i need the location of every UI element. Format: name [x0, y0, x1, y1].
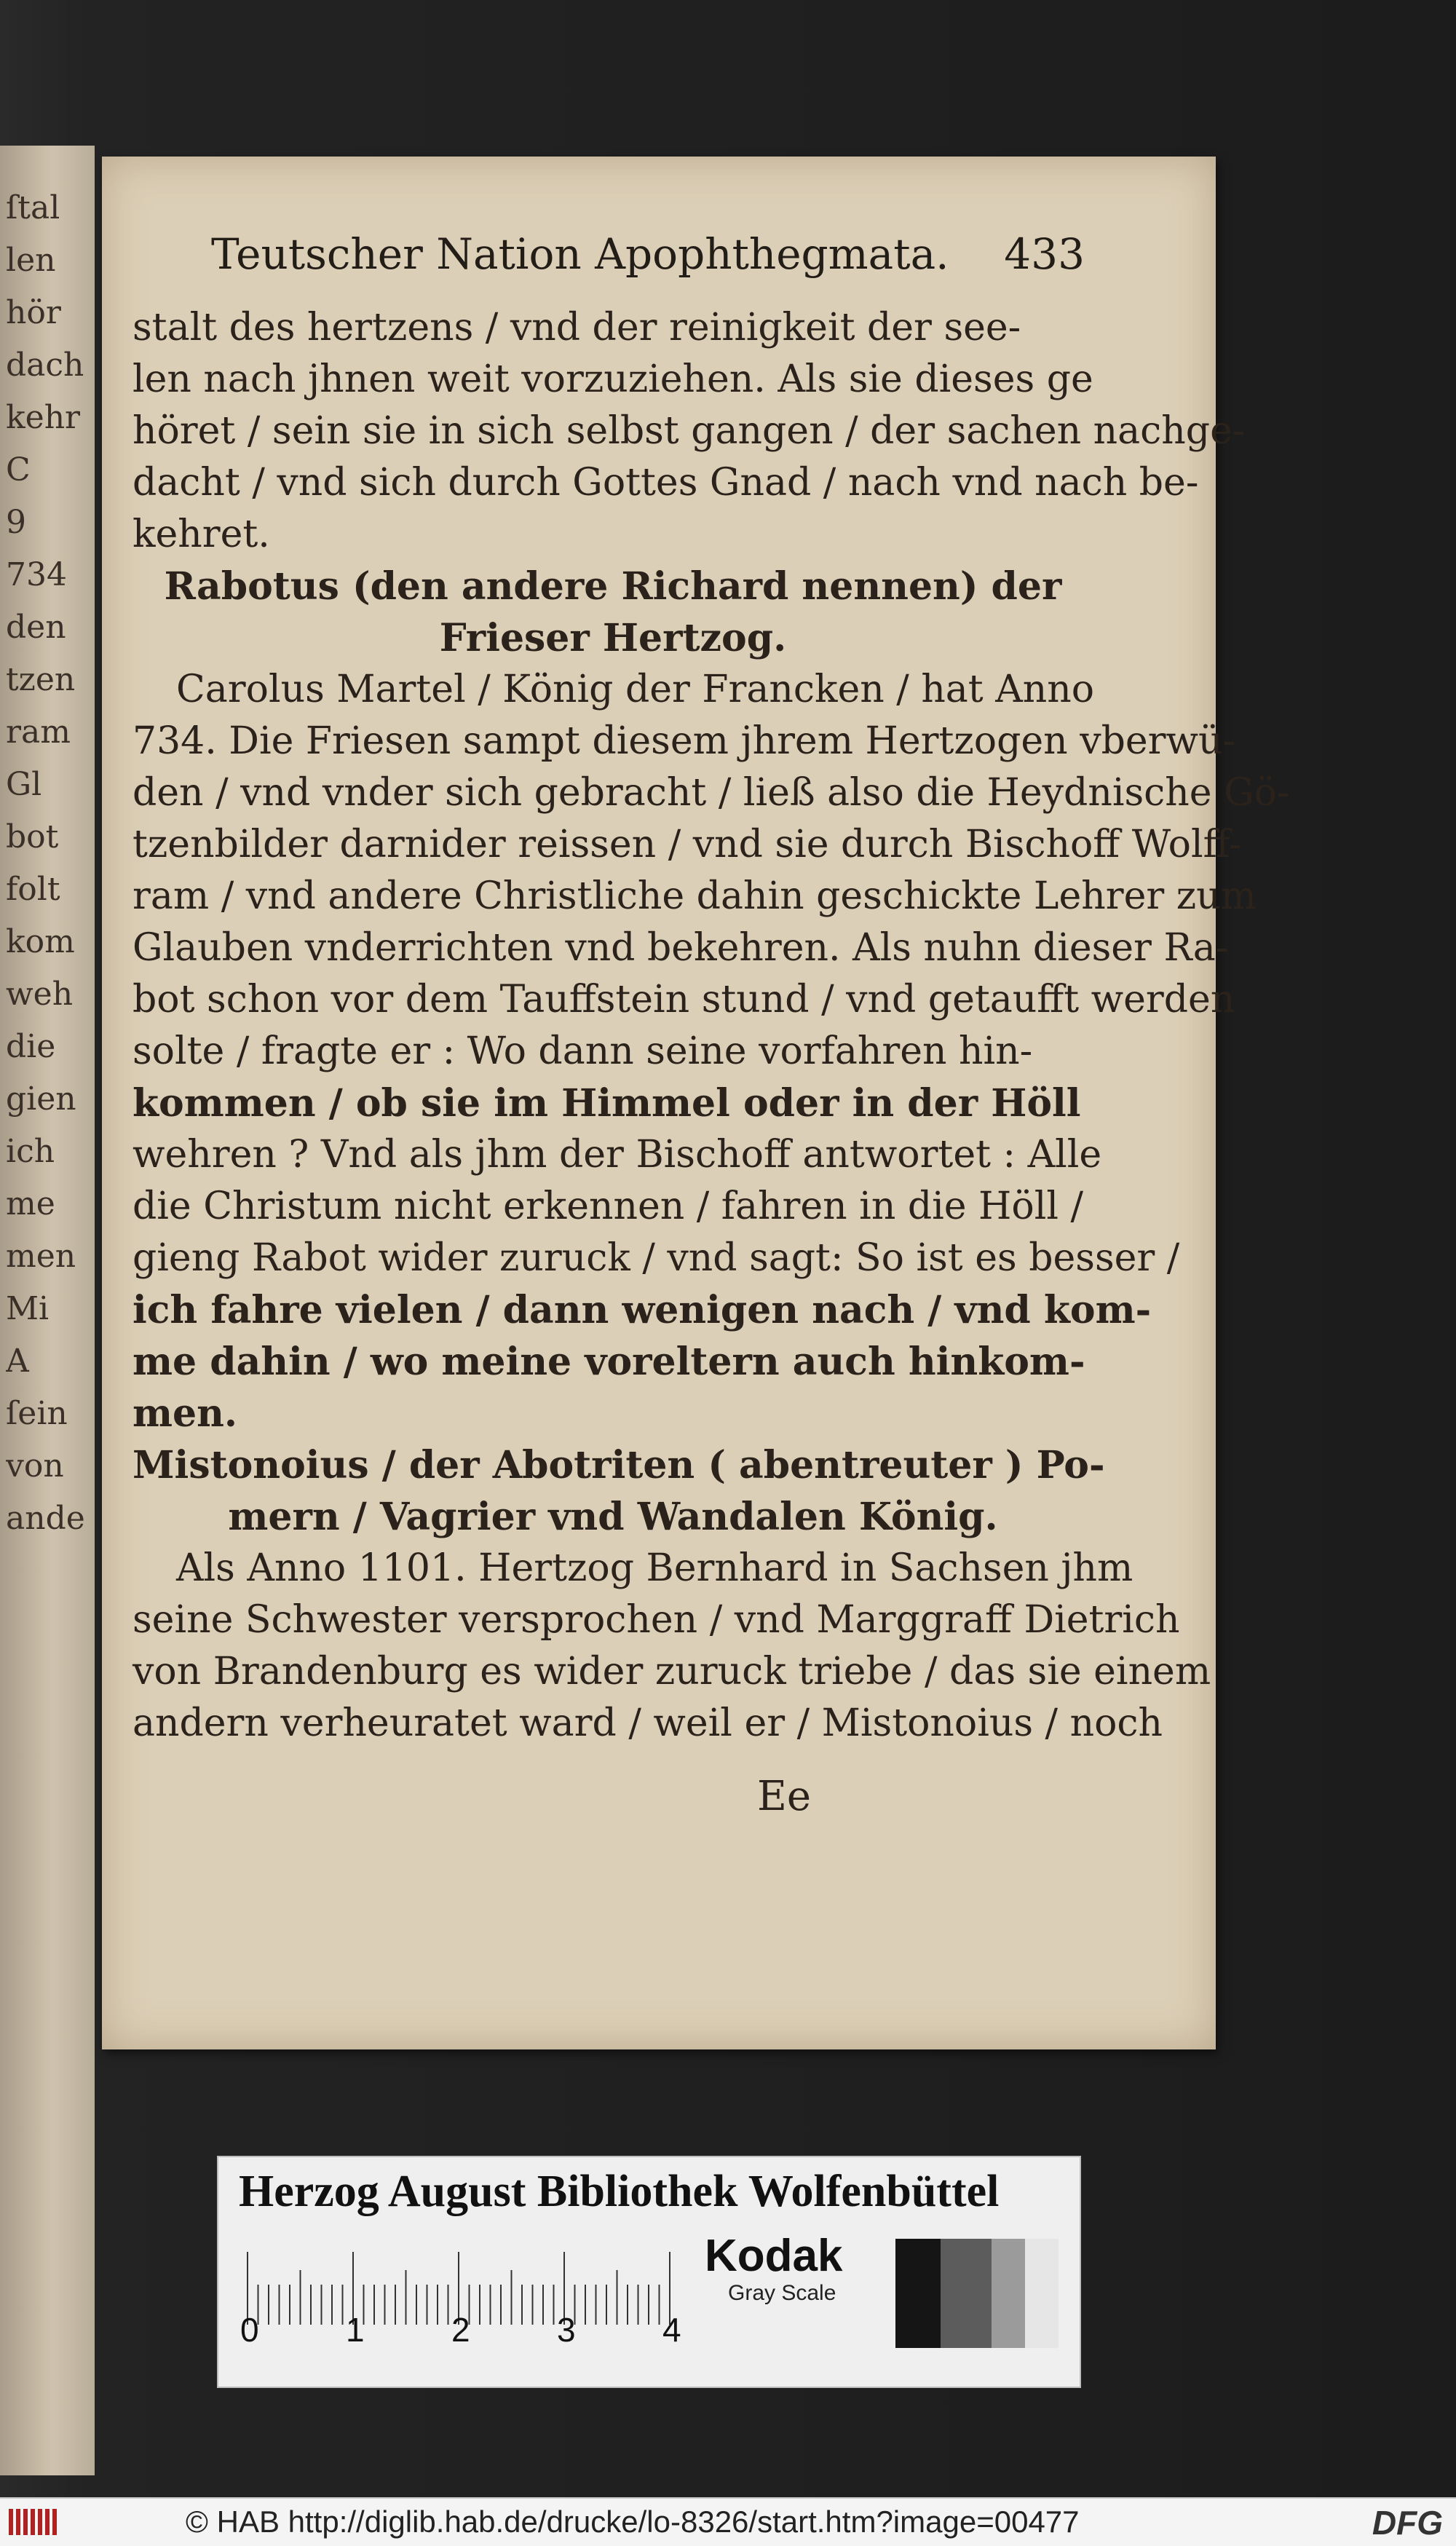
adjacent-page-fragment: dach — [6, 347, 84, 384]
section-heading-line: Mistonoius / der Abotriten ( abentreuter ) Po- — [132, 1443, 1105, 1487]
adjacent-page-fragment: gien — [6, 1080, 76, 1118]
gray-swatches — [895, 2239, 1059, 2348]
ruler-number: 0 — [240, 2311, 259, 2349]
adjacent-page-fragment: von — [6, 1447, 64, 1484]
text-line: ram / vnd andere Christliche dahin geschickte Lehrer zum — [132, 874, 1257, 918]
adjacent-page-fragment: ande — [6, 1500, 85, 1537]
adjacent-page-fragment: ram — [6, 713, 71, 751]
text-line: Als Anno 1101. Hertzog Bernhard in Sachsen jhm — [176, 1546, 1133, 1590]
gray-swatch — [895, 2239, 941, 2348]
adjacent-page-fragment: hör — [6, 294, 61, 331]
adjacent-page-fragment: die — [6, 1028, 56, 1065]
text-line: kommen / ob sie im Himmel oder in der Höll — [132, 1081, 1081, 1126]
text-line: bot schon vor dem Tauffstein stund / vnd getaufft werden — [132, 978, 1235, 1021]
ruler-labels — [233, 2310, 699, 2361]
text-line: kehret. — [132, 513, 270, 556]
signature-mark: Ee — [757, 1773, 812, 1820]
gray-swatch — [941, 2239, 992, 2348]
text-line: den / vnd vnder sich gebracht / ließ also die Heydnische Gö- — [132, 771, 1290, 815]
gray-swatch — [1025, 2239, 1059, 2348]
text-line: 734. Die Friesen sampt diesem jhrem Hertzogen vberwü- — [132, 719, 1236, 763]
adjacent-page-fragment: kom — [6, 923, 75, 960]
ruler-number: 4 — [662, 2311, 681, 2349]
gray-scale-label: Gray Scale — [728, 2281, 836, 2305]
text-line: Glauben vnderrichten vnd bekehren. Als nuhn dieser Ra- — [132, 926, 1229, 970]
gray-swatch — [992, 2239, 1025, 2348]
adjacent-page-fragment: 9 — [6, 504, 26, 541]
ruler-number: 3 — [557, 2311, 576, 2349]
adjacent-page-fragment: Gl — [6, 766, 42, 803]
text-line: solte / fragte er : Wo dann seine vorfahren hin- — [132, 1029, 1033, 1073]
text-line: höret / sein sie in sich selbst gangen / der sachen nachge- — [132, 409, 1246, 453]
text-line: andern verheuratet ward / weil er / Mistonoius / noch — [132, 1701, 1163, 1745]
section-heading-line: mern / Vagrier vnd Wandalen König. — [228, 1495, 998, 1539]
text-line: len nach jhnen weit vorzuziehen. Als sie dieses ge — [132, 357, 1093, 401]
text-line: stalt des hertzens / vnd der reinigkeit der see- — [132, 306, 1021, 349]
section-heading-line: Frieser Hertzog. — [439, 616, 787, 660]
kodak-logo: Kodak — [705, 2231, 843, 2281]
adjacent-page-fragment: weh — [6, 976, 74, 1013]
page-header — [211, 229, 1085, 279]
text-line: gieng Rabot wider zuruck / vnd sagt: So ist es besser / — [132, 1236, 1180, 1280]
ruler-number: 2 — [451, 2311, 470, 2349]
text-line: Carolus Martel / König der Francken / hat Anno — [176, 668, 1095, 711]
text-line: von Brandenburg es wider zuruck triebe / das sie einem — [132, 1650, 1211, 1693]
copyright-url[interactable]: © HAB http://diglib.hab.de/drucke/lo-8326/start.htm?image=00477 — [186, 2505, 1080, 2539]
running-title: Teutscher Nation Apophthegmata. — [211, 229, 949, 279]
adjacent-page-fragment: den — [6, 609, 66, 646]
text-line: ich fahre vielen / dann wenigen nach / vnd kom- — [132, 1288, 1152, 1332]
library-name: Herzog August Bibliothek Wolfenbüttel — [239, 2167, 1000, 2216]
adjacent-page-fragment: A — [6, 1343, 29, 1380]
page-body — [132, 302, 1290, 1750]
adjacent-page-fragment: Mi — [6, 1290, 50, 1327]
footer-bar — [0, 2497, 1456, 2546]
dfg-logo: DFG — [1372, 2504, 1443, 2542]
text-line: me dahin / wo meine voreltern auch hinkom- — [132, 1340, 1085, 1384]
text-line: seine Schwester versprochen / vnd Marggraff Dietrich — [132, 1598, 1180, 1642]
text-line: men. — [132, 1391, 238, 1436]
adjacent-page-fragment: folt — [6, 871, 60, 908]
adjacent-page-fragment: len — [6, 242, 56, 279]
book-page — [102, 157, 1290, 2049]
adjacent-page-fragment: kehr — [6, 399, 81, 436]
page-number: 433 — [1004, 229, 1085, 279]
adjacent-page-fragment: C — [6, 451, 31, 489]
adjacent-page-fragment: bot — [6, 818, 59, 855]
adjacent-page-fragment: men — [6, 1238, 76, 1275]
text-line: die Christum nicht erkennen / fahren in die Höll / — [132, 1185, 1084, 1228]
text-line: tzenbilder darnider reissen / vnd sie durch Bischoff Wolff- — [132, 823, 1242, 866]
adjacent-page-strip — [0, 146, 95, 2475]
text-line: dacht / vnd sich durch Gottes Gnad / nach vnd nach be- — [132, 461, 1199, 505]
adjacent-page-fragment: 734 — [6, 556, 67, 593]
adjacent-page-fragment: ſtal — [6, 189, 60, 226]
ruler-number: 1 — [346, 2311, 365, 2349]
color-calibration-card — [218, 2157, 1080, 2387]
adjacent-page-fragment: me — [6, 1185, 55, 1222]
adjacent-page-fragment: ich — [6, 1133, 55, 1170]
hab-logo-icon — [6, 2505, 64, 2539]
adjacent-page-fragment: ſein — [6, 1395, 68, 1432]
text-line: wehren ? Vnd als jhm der Bischoff antwortet : Alle — [132, 1133, 1102, 1177]
section-heading-line: Rabotus (den andere Richard nennen) der — [164, 564, 1062, 609]
adjacent-page-fragment: tzen — [6, 661, 76, 698]
